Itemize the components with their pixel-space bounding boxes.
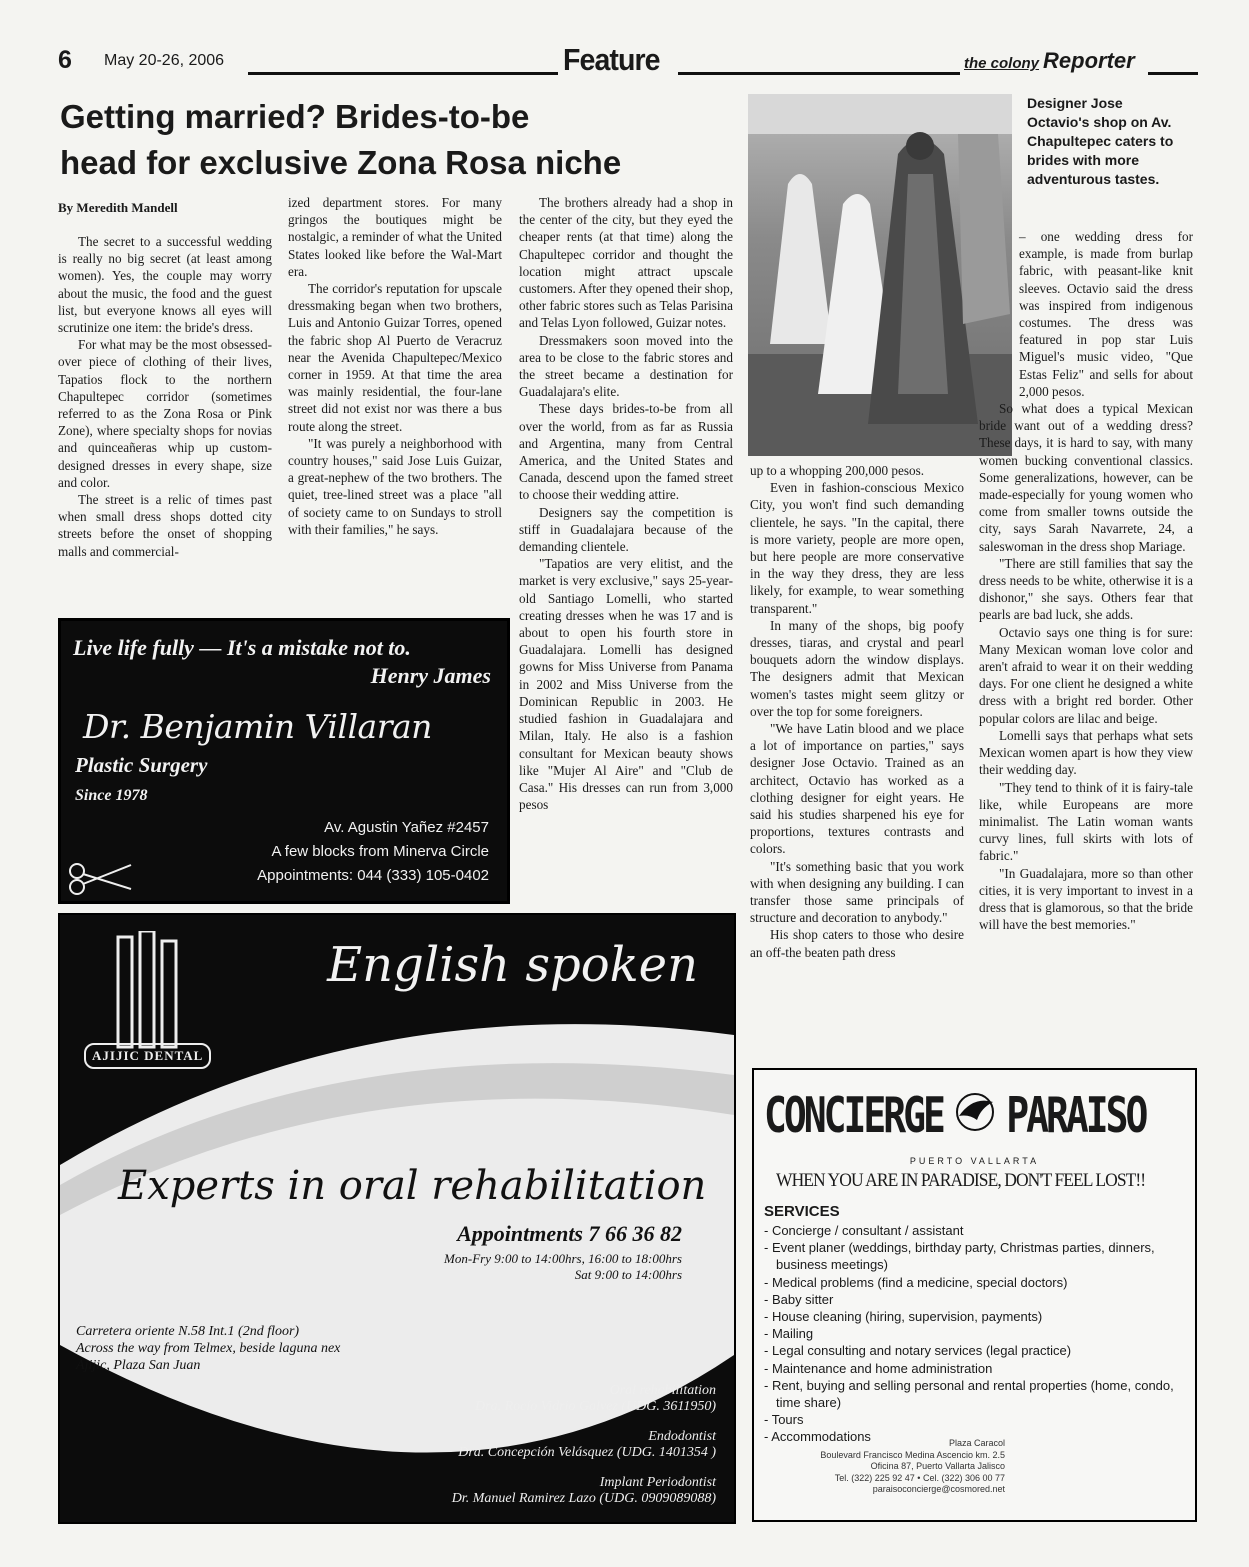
- col4-paragraph: "We have Latin blood and we place a lot of importance on parties," says designer Jose Octavio. Trained as an architect, Octavio has worked as a clothing designer for eight years. He said his studies sharpened his eye for proportions, textures contrasts and colors.: [750, 721, 964, 857]
- service-item: - Event planer (weddings, birthday party, Christmas parties, dinners, business meetings): [764, 1240, 1155, 1273]
- dental-logo: [82, 931, 222, 1081]
- dental-logo-text: AJIJIC DENTAL: [84, 1043, 211, 1069]
- service-item: - Mailing: [764, 1326, 814, 1342]
- col3-paragraph: Dressmakers soon moved into the area to be close to the fabric stores and the street became a destination for Guadalajara's elite.: [519, 332, 733, 400]
- col3-paragraph: These days brides-to-be from all over the world, from as far as Russia and Argentina, many from Central America, and the United States and Canada, descend upon the famed street to choose their wedding attire.: [519, 401, 733, 503]
- dental-address-line: Carretera oriente N.58 Int.1 (2nd floor): [76, 1324, 300, 1339]
- service-item: - Baby sitter: [764, 1291, 834, 1307]
- col4-paragraph: up to a whopping 200,000 pesos.: [750, 463, 924, 478]
- staff-name: Dra. Concepción Velásquez (UDG. 1401354 ): [458, 1445, 716, 1460]
- doctor-name: Dr. Benjamin Villaran: [83, 707, 432, 746]
- contact-line: Tel. (322) 225 92 47 • Cel. (322) 306 00 77: [834, 1472, 1005, 1483]
- concierge-slogan: WHEN YOU ARE IN PARADISE, DON'T FEEL LOST!!: [776, 1170, 1146, 1191]
- header-rule-left: [248, 72, 558, 75]
- ad-appointments: Appointments: 044 (333) 105-0402: [257, 867, 489, 884]
- staff-role: Oral rehabilitation: [609, 1383, 716, 1398]
- scissors-icon: [65, 859, 135, 899]
- ad-quote-author: Henry James: [370, 663, 491, 688]
- col5-paragraph: Lomelli says that perhaps what sets Mexican women apart is how they view their wedding day.: [979, 727, 1193, 778]
- dental-ad: [58, 913, 736, 1524]
- dental-appointments: Appointments 7 66 36 82: [457, 1221, 682, 1246]
- ad-quote: Live life fully — It's a mistake not to.: [73, 635, 411, 660]
- contact-line: Oficina 87, Puerto Vallarta Jalisco: [870, 1461, 1005, 1471]
- service-item: - Medical problems (find a medicine, special doctors): [764, 1274, 1068, 1290]
- col2-paragraph: The corridor's reputation for upscale dressmaking began when two brothers, Luis and Antonio Guizar Torres, opened the fabric shop Al Puerto de Veracruz near the Avenida Chapultepec/Mexico corner in 1959. At that time the area was mainly residential, the four-lane street did not exist nor was there a bus route along the street.: [288, 281, 502, 434]
- col3-paragraph: The brothers already had a shop in the center of the city, but they eyed the cheaper rents (at that time) along the Chapultepec corridor and thought the location might attract upscale customers. After they opened their shop, other fabric stores such as Telas Parisina and Telas Lyon followed, Guizar notes.: [519, 195, 733, 331]
- staff-name: Dra. Rocío Vidrio Galvez (UDG. 3611950): [475, 1399, 716, 1414]
- byline: By Meredith Mandell: [58, 200, 178, 215]
- ad-since: Since 1978: [75, 787, 148, 804]
- header-rule-end: [1148, 72, 1198, 75]
- photo-caption: Designer Jose Octavio's shop on Av. Chapultepec caters to brides with more adventurous tastes.: [1027, 95, 1174, 187]
- plastic-surgery-ad: [58, 618, 510, 904]
- service-item: - Rent, buying and selling personal and rental properties (home, condo, time share): [764, 1377, 1174, 1411]
- staff-role: Implant Periodontist: [599, 1475, 716, 1490]
- brand-left: CONCIERGE: [764, 1086, 943, 1144]
- paper-logo-small: the colony: [964, 55, 1040, 72]
- concierge-ad: [752, 1068, 1197, 1522]
- service-item: - House cleaning (hiring, supervision, payments): [764, 1309, 1043, 1325]
- staff-role: Endodontist: [648, 1429, 716, 1444]
- dental-address-line: Ajijic, Plaza San Juan: [76, 1358, 201, 1373]
- ad-directions: A few blocks from Minerva Circle: [271, 843, 489, 860]
- article-column-1: [58, 233, 272, 560]
- col4-paragraph: His shop caters to those who desire an off-the beaten path dress: [750, 927, 964, 960]
- services-title: SERVICES: [764, 1203, 840, 1220]
- col1-paragraph: For what may be the most obsessed-over piece of clothing of their lives, Tapatios flock to the northern Chapultepec corridor (sometimes referred to as the Zona Rosa or Pink Zone), where specialty shops for novias and quinceañeras whip up custom-designed dresses in every shape, size and color.: [58, 337, 272, 490]
- headline-line-1: Getting married? Brides-to-be: [60, 98, 530, 135]
- article-column-4: [750, 462, 964, 961]
- col4-paragraph: Even in fashion-conscious Mexico City, you won't find such demanding clientele, he says. "In the capital, there is more variety, people are more open, but here people are more conservative in the way they dress, they are less likely, for example, to wear something transparent.": [750, 480, 964, 616]
- issue-date: May 20-26, 2006: [104, 52, 225, 69]
- dental-address: [76, 1323, 340, 1374]
- paper-logo-big: Reporter: [1043, 48, 1135, 73]
- staff-name: Dr. Manuel Ramirez Lazo (UDG. 0909089088): [451, 1491, 716, 1506]
- page-header: [58, 44, 1198, 80]
- contact-line: paraisoconcierge@cosmored.net: [872, 1484, 1005, 1494]
- col3-paragraph: Designers say the competition is stiff in Guadalajara because of the demanding clientele.: [519, 504, 733, 555]
- dental-tagline: Experts in oral rehabilitation: [118, 1163, 707, 1209]
- col5-paragraph: So what does a typical Mexican bride want out of a wedding dress? These days, it is hard to say, with many women bucking conventional classics. Some generalizations, however, can be made-especially for young women who come from smaller towns outside the city, says Sarah Navarrete, 24, a saleswoman in the dress shop Mariage.: [979, 401, 1193, 554]
- section-title: Feature: [563, 42, 660, 77]
- concierge-contact: [765, 1438, 1005, 1496]
- col5-paragraph: "In Guadalajara, more so than other cities, it is very important to invest in a dress that is glamorous, so that the bride will have the best memories.": [979, 865, 1193, 933]
- header-rule-right: [678, 72, 960, 75]
- col4-paragraph: "It's something basic that you work with when designing any building. I can transfer those same principals of structure and decoration to anybody.": [750, 858, 964, 926]
- col3-paragraph: "Tapatios are very elitist, and the market is very exclusive," says 25-year-old Santiago Lomelli, who started creating dresses when he was 17 and is about to open his fourth store in Guadalajara. Lomelli has designed gowns for Miss Universe from Panama in 2002 and Miss Universe from the Dominican Republic in 2003. He studied fashion in Guadalajara and Milan, Italy. He also is a fashion consultant for Mexican beauty shows like "Mujer Al Aire" and "Club de Casa." His dresses can run from 3,000 pesos: [519, 556, 733, 813]
- service-item: - Accommodations: [764, 1429, 871, 1445]
- col2-paragraph: "It was purely a neighborhood with country houses," said Jose Luis Guizar, a great-nephew of the two brothers. The quiet, tree-lined street was a place "all of society came to on Sundays to stroll with their families," he says.: [288, 435, 502, 537]
- bird-logo-icon: [953, 1090, 997, 1134]
- services-list: [764, 1222, 1184, 1446]
- col5-paragraph: "There are still families that say the dress needs to be white, otherwise it is a dishonor," she says. Others fear that pearls are bad luck, she adds.: [979, 555, 1193, 623]
- col2-paragraph: ized department stores. For many gringos the boutiques might be nostalgic, a reminder of what the United States looked like before the Wal-Mart era.: [288, 195, 502, 279]
- col1-paragraph: The secret to a successful wedding is really no big secret (at least among women). Yes, the couple may worry about the music, the food and the guest list, but everyone knows all eyes will scrutinize one item: the bride's dress.: [58, 234, 272, 336]
- article-column-2: [288, 194, 502, 538]
- article-column-5: [979, 228, 1193, 933]
- dental-hours-saturday: Sat 9:00 to 14:00hrs: [574, 1267, 682, 1282]
- col5-paragraph: – one wedding dress for example, is made from burlap fabric, with peasant-like knit sleeves. Octavio said the dress was inspired from indigenous costumes. The dress was featured in pop star Luis Miguel's music video, "Que Estas Feliz" and sells for about 2,000 pesos.: [1019, 229, 1193, 399]
- article-headline: [60, 94, 750, 186]
- col1-paragraph: The street is a relic of times past when small dress shops dotted city streets before the onset of shopping malls and commercial-: [58, 492, 272, 559]
- service-item: - Maintenance and home administration: [764, 1360, 993, 1376]
- ad-address: Av. Agustin Yañez #2457: [324, 819, 489, 836]
- col5-paragraph: "They tend to think of it is fairy-tale like, while Europeans are more minimalist. The Latin woman wants curvy lines, full skirts with lots of fabric.": [979, 779, 1193, 864]
- service-item: - Tours: [764, 1412, 804, 1428]
- brand-right: PARAISO: [1006, 1086, 1146, 1144]
- page-number: 6: [58, 46, 72, 74]
- dress-display-image: [748, 94, 1012, 456]
- shop-photo: [748, 94, 1012, 456]
- contact-line: Plaza Caracol: [948, 1438, 1005, 1448]
- service-item: - Legal consulting and notary services (legal practice): [764, 1343, 1072, 1359]
- tooth-columns-icon: [82, 931, 222, 1051]
- dental-staff: [452, 1383, 716, 1507]
- dental-address-line: Across the way from Telmex, beside laguna nex: [76, 1341, 341, 1356]
- contact-line: Boulevard Francisco Medina Ascencio km. 2.5: [820, 1449, 1005, 1460]
- concierge-brand: [764, 1086, 1184, 1144]
- dental-hours-weekday: Mon-Fry 9:00 to 14:00hrs, 16:00 to 18:00hrs: [444, 1251, 682, 1266]
- article-column-3: [519, 194, 733, 813]
- ad-specialty: Plastic Surgery: [75, 753, 208, 777]
- headline-line-2: head for exclusive Zona Rosa niche: [60, 144, 622, 181]
- service-item: - Concierge / consultant / assistant: [764, 1223, 964, 1238]
- dental-headline: English spoken: [327, 937, 698, 993]
- col5-paragraph: Octavio says one thing is for sure: Many Mexican woman love color and aren't afraid to wear it on their wedding days. For one client he designed a white dress with a bright red border. Other popular colors are lilac and beige.: [979, 624, 1193, 726]
- col4-paragraph: In many of the shops, big poofy dresses, tiaras, and crystal and pearl bouquets adorn the window displays. The designers admit that Mexican women's tastes might seem glitzy or over the top for some foreigners.: [750, 617, 964, 719]
- concierge-location: PUERTO VALLARTA: [909, 1156, 1040, 1166]
- paper-logo: [964, 48, 1135, 74]
- dental-hours: [444, 1251, 682, 1283]
